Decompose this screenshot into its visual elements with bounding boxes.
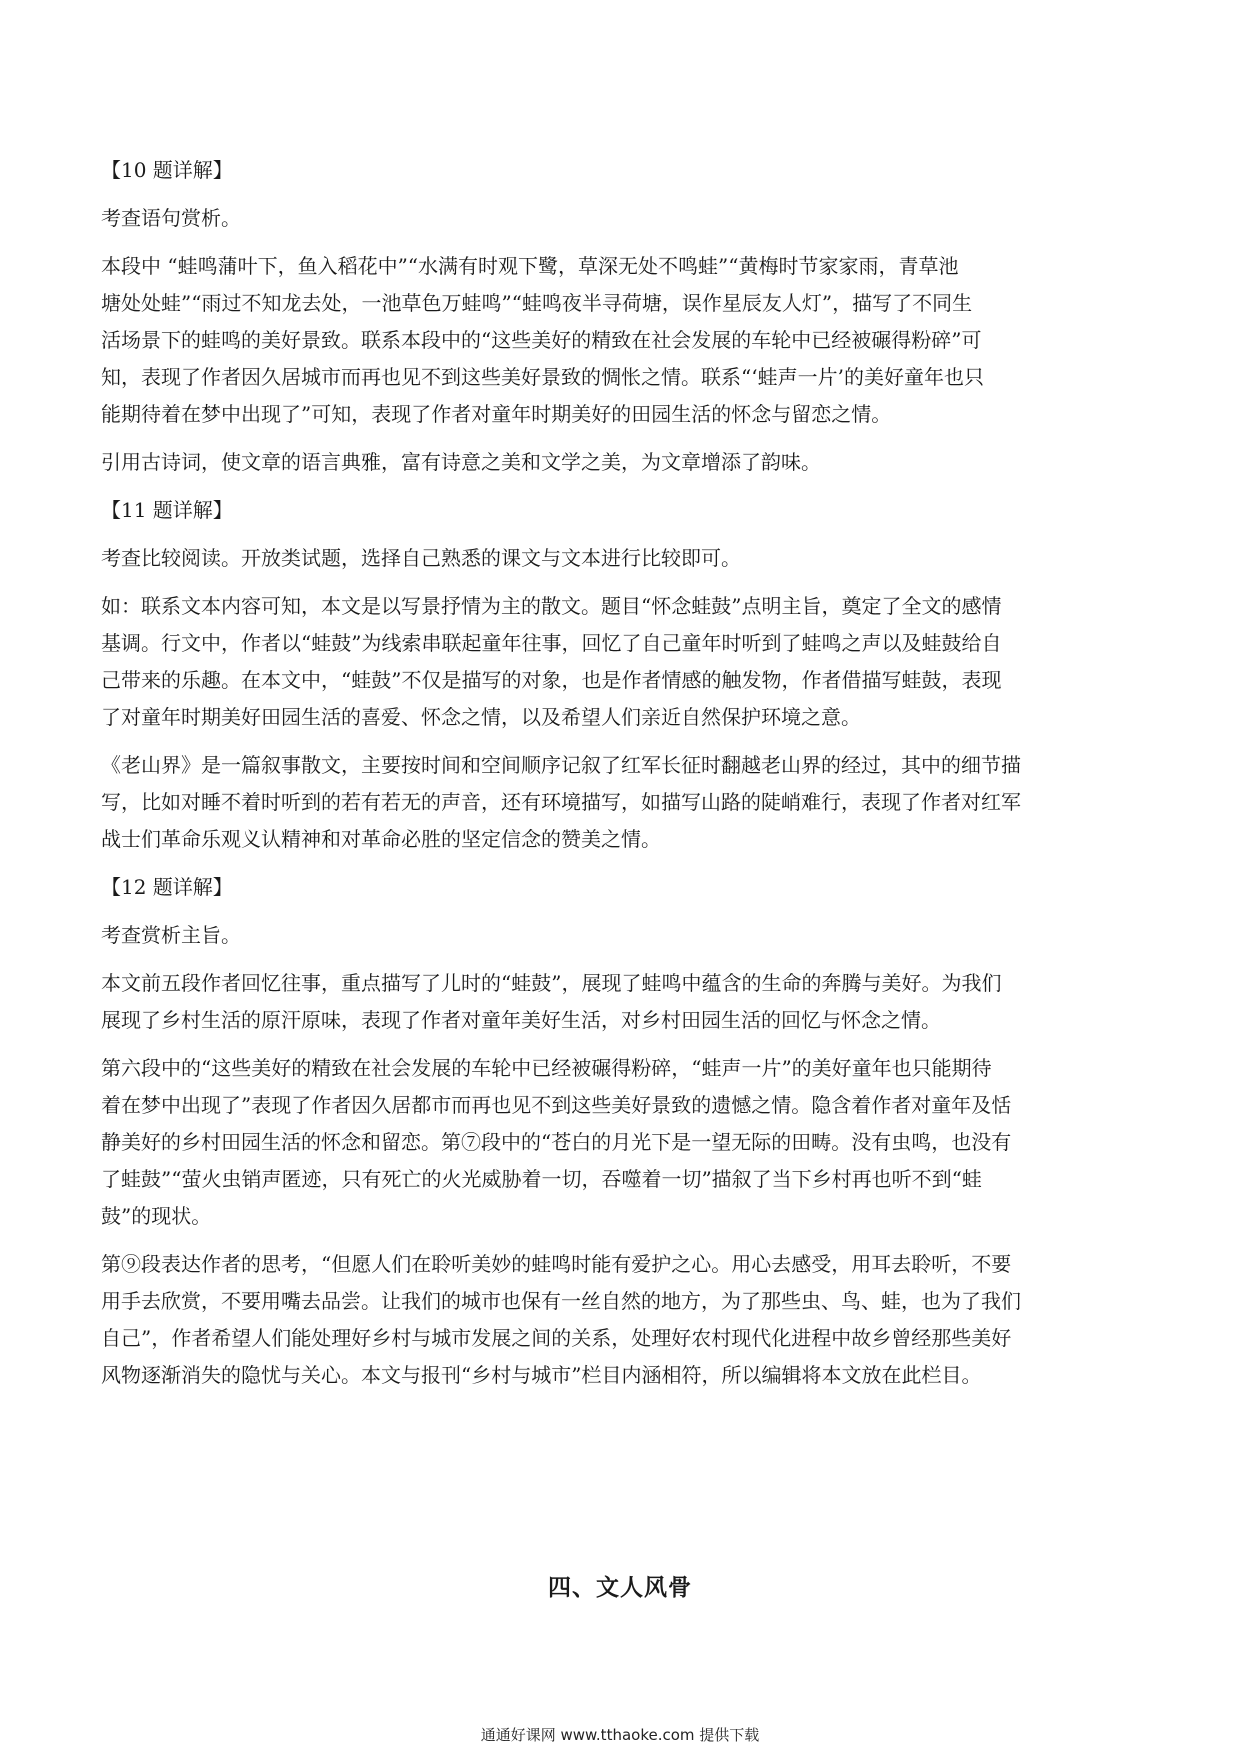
text-line: 静美好的乡村田园生活的怀念和留恋。第⑦段中的“苍白的月光下是一望无际的田畴。没有虫鸣，也没有 <box>101 1130 1012 1154</box>
text-line: 本文前五段作者回忆往事，重点描写了儿时的“蛙鼓”，展现了蛙鸣中蕴含的生命的奔腾与美好。为我们 <box>101 971 1002 995</box>
text-line: 考查赏析主旨。 <box>101 923 241 947</box>
text-line: 塘处处蛙”“雨过不知龙去处，一池草色万蛙鸣”“蛙鸣夜半寻荷塘，误作星辰友人灯”，描写了不同生 <box>101 291 973 315</box>
text-line: 第⑨段表达作者的思考，“但愿人们在聆听美妙的蛙鸣时能有爱护之心。用心去感受，用耳去聆听，不要 <box>101 1252 1012 1276</box>
text-line: 考查语句赏析。 <box>101 206 241 230</box>
explanation-section <box>101 492 1131 869</box>
explanation-section <box>101 152 1131 492</box>
text-line: 第六段中的“这些美好的精致在社会发展的车轮中已经被碾得粉碎，“蛙声一片”的美好童年也只能期待 <box>101 1056 992 1080</box>
text-line: 活场景下的蛙鸣的美好景致。联系本段中的“这些美好的精致在社会发展的车轮中已经被碾得粉碎”可 <box>101 328 982 352</box>
paragraph <box>101 248 1131 433</box>
text-line: 《老山界》是一篇叙事散文，主要按时间和空间顺序记叙了红军长征时翻越老山界的经过，其中的细节描 <box>101 753 1021 777</box>
paragraph <box>101 747 1131 858</box>
text-line: 了对童年时期美好田园生活的喜爱、怀念之情，以及希望人们亲近自然保护环境之意。 <box>101 705 861 729</box>
text-line: 基调。行文中，作者以“蛙鼓”为线索串联起童年往事，回忆了自己童年时听到了蛙鸣之声以及蛙鼓给自 <box>101 631 1002 655</box>
paragraph <box>101 540 1131 577</box>
text-line: 了蛙鼓”“萤火虫销声匿迹，只有死亡的火光威胁着一切，吞噬着一切”描叙了当下乡村再也听不到“蛙 <box>101 1167 982 1191</box>
text-line: 己带来的乐趣。在本文中，“蛙鼓”不仅是描写的对象，也是作者情感的触发物，作者借描写蛙鼓，表现 <box>101 668 1002 692</box>
section-heading: 【10 题详解】 <box>101 158 233 182</box>
text-line: 风物逐渐消失的隐忧与关心。本文与报刊“乡村与城市”栏目内涵相符，所以编辑将本文放在此栏目。 <box>101 1363 982 1387</box>
text-line: 写，比如对睡不着时听到的若有若无的声音，还有环境描写，如描写山路的陡峭难行，表现了作者对红军 <box>101 790 1021 814</box>
paragraph <box>101 200 1131 237</box>
text-line: 考查比较阅读。开放类试题，选择自己熟悉的课文与文本进行比较即可。 <box>101 546 741 570</box>
section-heading: 【11 题详解】 <box>101 498 233 522</box>
answer-explanations <box>101 152 1131 1405</box>
paragraph <box>101 965 1131 1039</box>
text-line: 引用古诗词，使文章的语言典雅，富有诗意之美和文学之美，为文章增添了韵味。 <box>101 450 821 474</box>
paragraph <box>101 444 1131 481</box>
paragraph <box>101 1246 1131 1394</box>
paragraph <box>101 1050 1131 1235</box>
text-line: 能期待着在梦中出现了”可知，表现了作者对童年时期美好的田园生活的怀念与留恋之情。 <box>101 402 892 426</box>
text-line: 着在梦中出现了”表现了作者因久居都市而再也见不到这些美好景致的遗憾之情。隐含着作者对童年及恬 <box>101 1093 1012 1117</box>
text-line: 用手去欣赏，不要用嘴去品尝。让我们的城市也保有一丝自然的地方，为了那些虫、鸟、蛙，也为了我们 <box>101 1289 1021 1313</box>
explanation-section <box>101 869 1131 1405</box>
paragraph <box>101 588 1131 736</box>
section-title: 四、文人风骨 <box>548 1575 692 1601</box>
text-line: 本段中 “蛙鸣蒲叶下，鱼入稻花中”“水满有时观下鹭，草深无处不鸣蛙”“黄梅时节家家雨，青草池 <box>101 254 959 278</box>
text-line: 如：联系文本内容可知，本文是以写景抒情为主的散文。题目“怀念蛙鼓”点明主旨，奠定了全文的感情 <box>101 594 1002 618</box>
section-heading: 【12 题详解】 <box>101 875 233 899</box>
page-footer: 通通好课网 www.tthaoke.com 提供下载 <box>480 1726 760 1744</box>
paragraph <box>101 917 1131 954</box>
text-line: 展现了乡村生活的原汗原味，表现了作者对童年美好生活，对乡村田园生活的回忆与怀念之情。 <box>101 1008 941 1032</box>
text-line: 战士们革命乐观义认精神和对革命必胜的坚定信念的赞美之情。 <box>101 827 661 851</box>
text-line: 鼓”的现状。 <box>101 1204 212 1228</box>
text-line: 知，表现了作者因久居城市而再也见不到这些美好景致的惆怅之情。联系“‘蛙声一片’的美好童年也只 <box>101 365 984 389</box>
text-line: 自己”，作者希望人们能处理好乡村与城市发展之间的关系，处理好农村现代化进程中故乡曾经那些美好 <box>101 1326 1012 1350</box>
